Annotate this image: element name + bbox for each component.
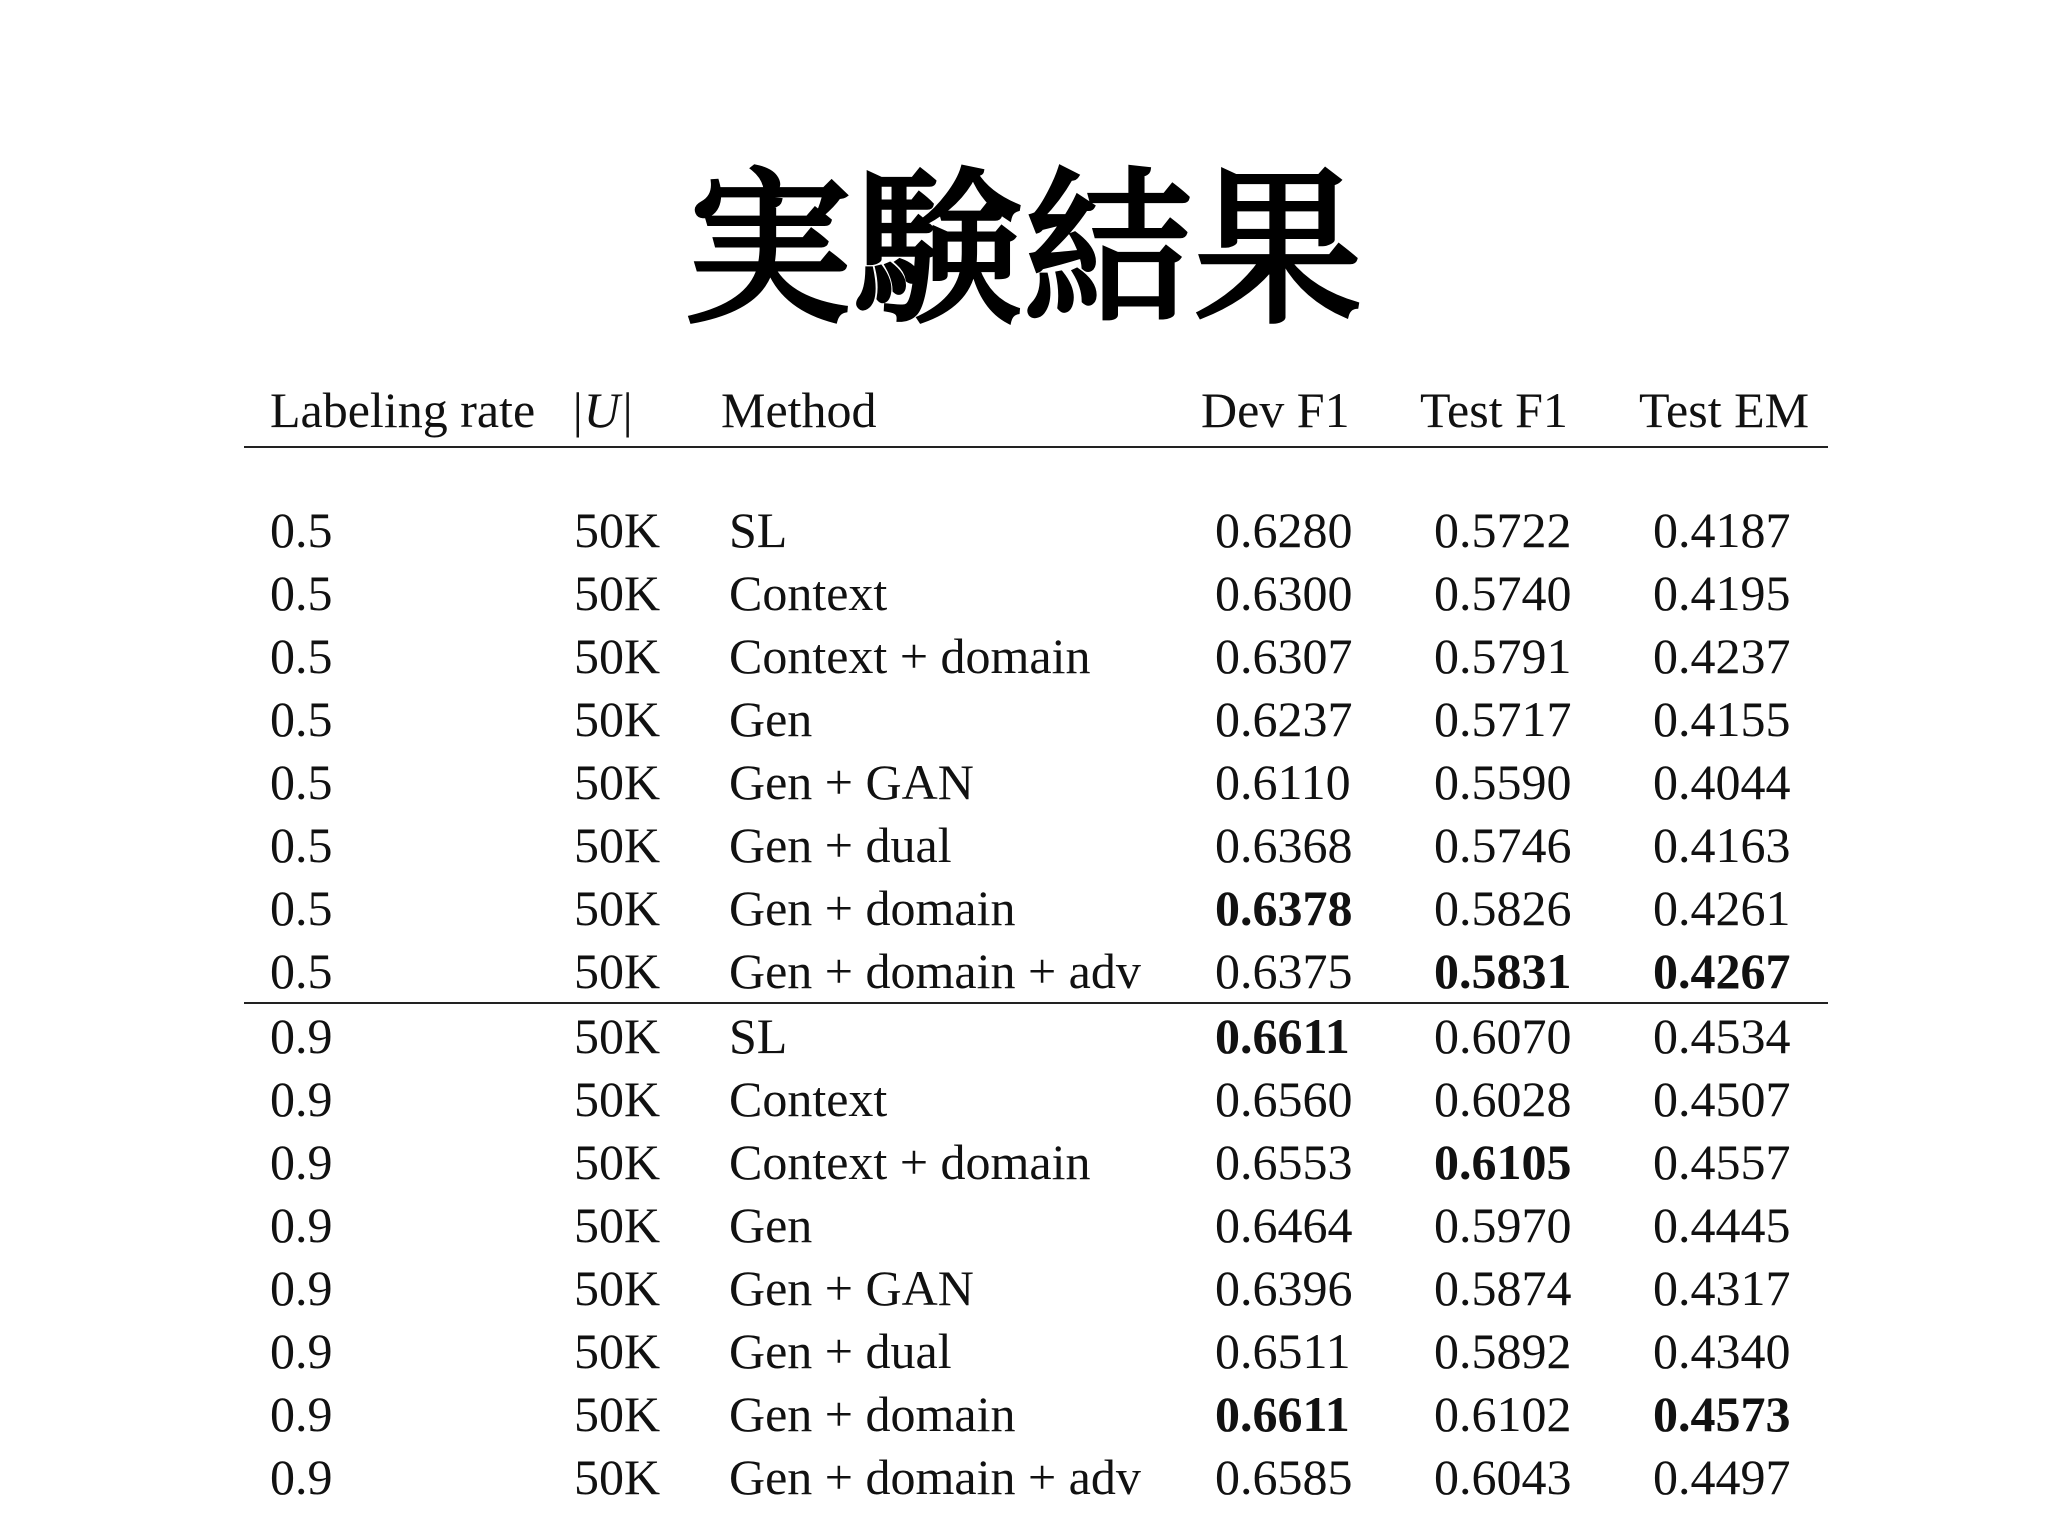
cell-rate: 0.5 (270, 879, 333, 936)
cell-dev-f1: 0.6110 (1215, 753, 1351, 810)
cell-u: 50K (574, 1259, 661, 1316)
cell-test-f1: 0.6028 (1434, 1070, 1572, 1127)
cell-rate: 0.9 (270, 1133, 333, 1190)
cell-u: 50K (574, 564, 661, 621)
cell-u: 50K (574, 690, 661, 747)
table-row (244, 1067, 1828, 1130)
cell-dev-f1-best: 0.6378 (1215, 879, 1353, 936)
cell-test-f1-best: 0.6105 (1434, 1133, 1572, 1190)
cell-u: 50K (574, 627, 661, 684)
cell-test-f1: 0.6070 (1420, 1003, 1639, 1067)
cell-method: Gen + domain (729, 1385, 1016, 1442)
cell-test-em: 0.4507 (1653, 1070, 1791, 1127)
cell-u: 50K (574, 1070, 661, 1127)
cell-dev-f1: 0.6375 (1215, 942, 1353, 999)
table-row (244, 876, 1828, 939)
cell-test-f1: 0.5874 (1434, 1259, 1572, 1316)
cell-test-f1: 0.5590 (1434, 753, 1572, 810)
cell-method: Context (729, 1070, 888, 1127)
table-row (244, 813, 1828, 876)
cell-u: 50K (574, 501, 661, 558)
cell-rate: 0.5 (270, 942, 333, 999)
cell-u: 50K (574, 816, 661, 873)
cell-test-f1: 0.5892 (1434, 1322, 1572, 1379)
table-row (244, 1256, 1828, 1319)
cell-test-em: 0.4044 (1653, 753, 1791, 810)
cell-u: 50K (574, 1133, 661, 1190)
cell-rate: 0.5 (270, 627, 333, 684)
cell-rate: 0.9 (270, 1385, 333, 1442)
cell-method: Context (729, 564, 888, 621)
cell-method: Gen + domain + adv (729, 942, 1141, 999)
header-u-label: |U| (570, 382, 634, 438)
cell-method: Gen (729, 690, 813, 747)
header-u (570, 374, 721, 447)
cell-method: Gen + GAN (729, 753, 974, 810)
cell-u: 50K (574, 942, 661, 999)
table-row (244, 1319, 1828, 1382)
cell-dev-f1: 0.6560 (1215, 1070, 1353, 1127)
cell-test-em: 0.4445 (1653, 1196, 1791, 1253)
header-labeling-rate: Labeling rate (244, 374, 570, 447)
cell-u: 50K (574, 1196, 661, 1253)
cell-rate: 0.9 (270, 1070, 333, 1127)
cell-test-f1: 0.5717 (1434, 690, 1572, 747)
header-dev-f1: Dev F1 (1201, 374, 1420, 447)
cell-test-f1: 0.5722 (1434, 501, 1572, 558)
cell-dev-f1: 0.6280 (1215, 501, 1353, 558)
cell-test-em: 0.4155 (1653, 690, 1791, 747)
table-row (244, 561, 1828, 624)
results-table (244, 374, 1828, 1508)
cell-test-f1: 0.5826 (1434, 879, 1572, 936)
cell-test-em: 0.4534 (1639, 1003, 1828, 1067)
cell-test-em-best: 0.4267 (1653, 942, 1791, 999)
header-test-em: Test EM (1639, 374, 1828, 447)
cell-test-em: 0.4497 (1653, 1448, 1791, 1505)
cell-rate: 0.5 (270, 564, 333, 621)
cell-dev-f1: 0.6300 (1215, 564, 1353, 621)
cell-test-em-best: 0.4573 (1653, 1385, 1791, 1442)
table-row (244, 1193, 1828, 1256)
table-row (244, 687, 1828, 750)
cell-dev-f1: 0.6396 (1215, 1259, 1353, 1316)
cell-dev-f1: 0.6511 (1215, 1322, 1351, 1379)
slide-title: 実験結果 (684, 152, 1364, 348)
cell-u: 50K (574, 1448, 661, 1505)
cell-test-f1: 0.6102 (1434, 1385, 1572, 1442)
cell-method: SL (729, 501, 788, 558)
cell-rate: 0.5 (270, 816, 333, 873)
header-method: Method (721, 374, 1201, 447)
cell-method: Context + domain (729, 1133, 1091, 1190)
cell-test-em: 0.4195 (1653, 564, 1791, 621)
cell-u: 50K (570, 1003, 721, 1067)
cell-test-f1: 0.5791 (1434, 627, 1572, 684)
cell-u: 50K (574, 1322, 661, 1379)
cell-test-f1: 0.5970 (1434, 1196, 1572, 1253)
cell-test-em: 0.4557 (1653, 1133, 1791, 1190)
table-header-row (244, 374, 1828, 447)
table-row (244, 750, 1828, 813)
cell-rate: 0.9 (270, 1196, 333, 1253)
table-spacer (244, 447, 1828, 498)
table-row (244, 1445, 1828, 1508)
cell-u: 50K (574, 753, 661, 810)
cell-dev-f1: 0.6307 (1215, 627, 1353, 684)
table-row (244, 624, 1828, 687)
cell-test-f1: 0.5746 (1434, 816, 1572, 873)
cell-rate: 0.5 (270, 690, 333, 747)
cell-test-f1: 0.6043 (1434, 1448, 1572, 1505)
cell-dev-f1: 0.6464 (1215, 1196, 1353, 1253)
cell-test-f1: 0.5740 (1434, 564, 1572, 621)
table-row (244, 1003, 1828, 1067)
cell-dev-f1: 0.6585 (1215, 1448, 1353, 1505)
cell-method: Gen + GAN (729, 1259, 974, 1316)
table-row (244, 1382, 1828, 1445)
table-row (244, 1130, 1828, 1193)
table-row (244, 939, 1828, 1003)
cell-test-em: 0.4163 (1653, 816, 1791, 873)
cell-test-em: 0.4340 (1653, 1322, 1791, 1379)
cell-rate: 0.5 (270, 753, 333, 810)
cell-u: 50K (574, 879, 661, 936)
cell-method: Gen + dual (729, 1322, 952, 1379)
cell-dev-f1: 0.6368 (1215, 816, 1353, 873)
cell-dev-f1-best: 0.6611 (1201, 1003, 1420, 1067)
cell-test-em: 0.4187 (1653, 501, 1791, 558)
header-test-f1: Test F1 (1420, 374, 1639, 447)
cell-rate: 0.9 (270, 1448, 333, 1505)
cell-test-f1-best: 0.5831 (1434, 942, 1572, 999)
cell-method: SL (721, 1003, 1201, 1067)
cell-u: 50K (574, 1385, 661, 1442)
cell-test-em: 0.4237 (1653, 627, 1791, 684)
cell-test-em: 0.4317 (1653, 1259, 1791, 1316)
cell-dev-f1: 0.6237 (1215, 690, 1353, 747)
cell-method: Gen (729, 1196, 813, 1253)
cell-method: Gen + dual (729, 816, 952, 873)
cell-rate: 0.9 (270, 1322, 333, 1379)
cell-test-em: 0.4261 (1653, 879, 1791, 936)
table-row (244, 498, 1828, 561)
cell-method: Gen + domain (729, 879, 1016, 936)
cell-rate: 0.9 (270, 1259, 333, 1316)
cell-method: Gen + domain + adv (729, 1448, 1141, 1505)
cell-rate: 0.9 (244, 1003, 570, 1067)
cell-dev-f1-best: 0.6611 (1215, 1385, 1350, 1442)
cell-rate: 0.5 (270, 501, 333, 558)
cell-dev-f1: 0.6553 (1215, 1133, 1353, 1190)
cell-method: Context + domain (729, 627, 1091, 684)
